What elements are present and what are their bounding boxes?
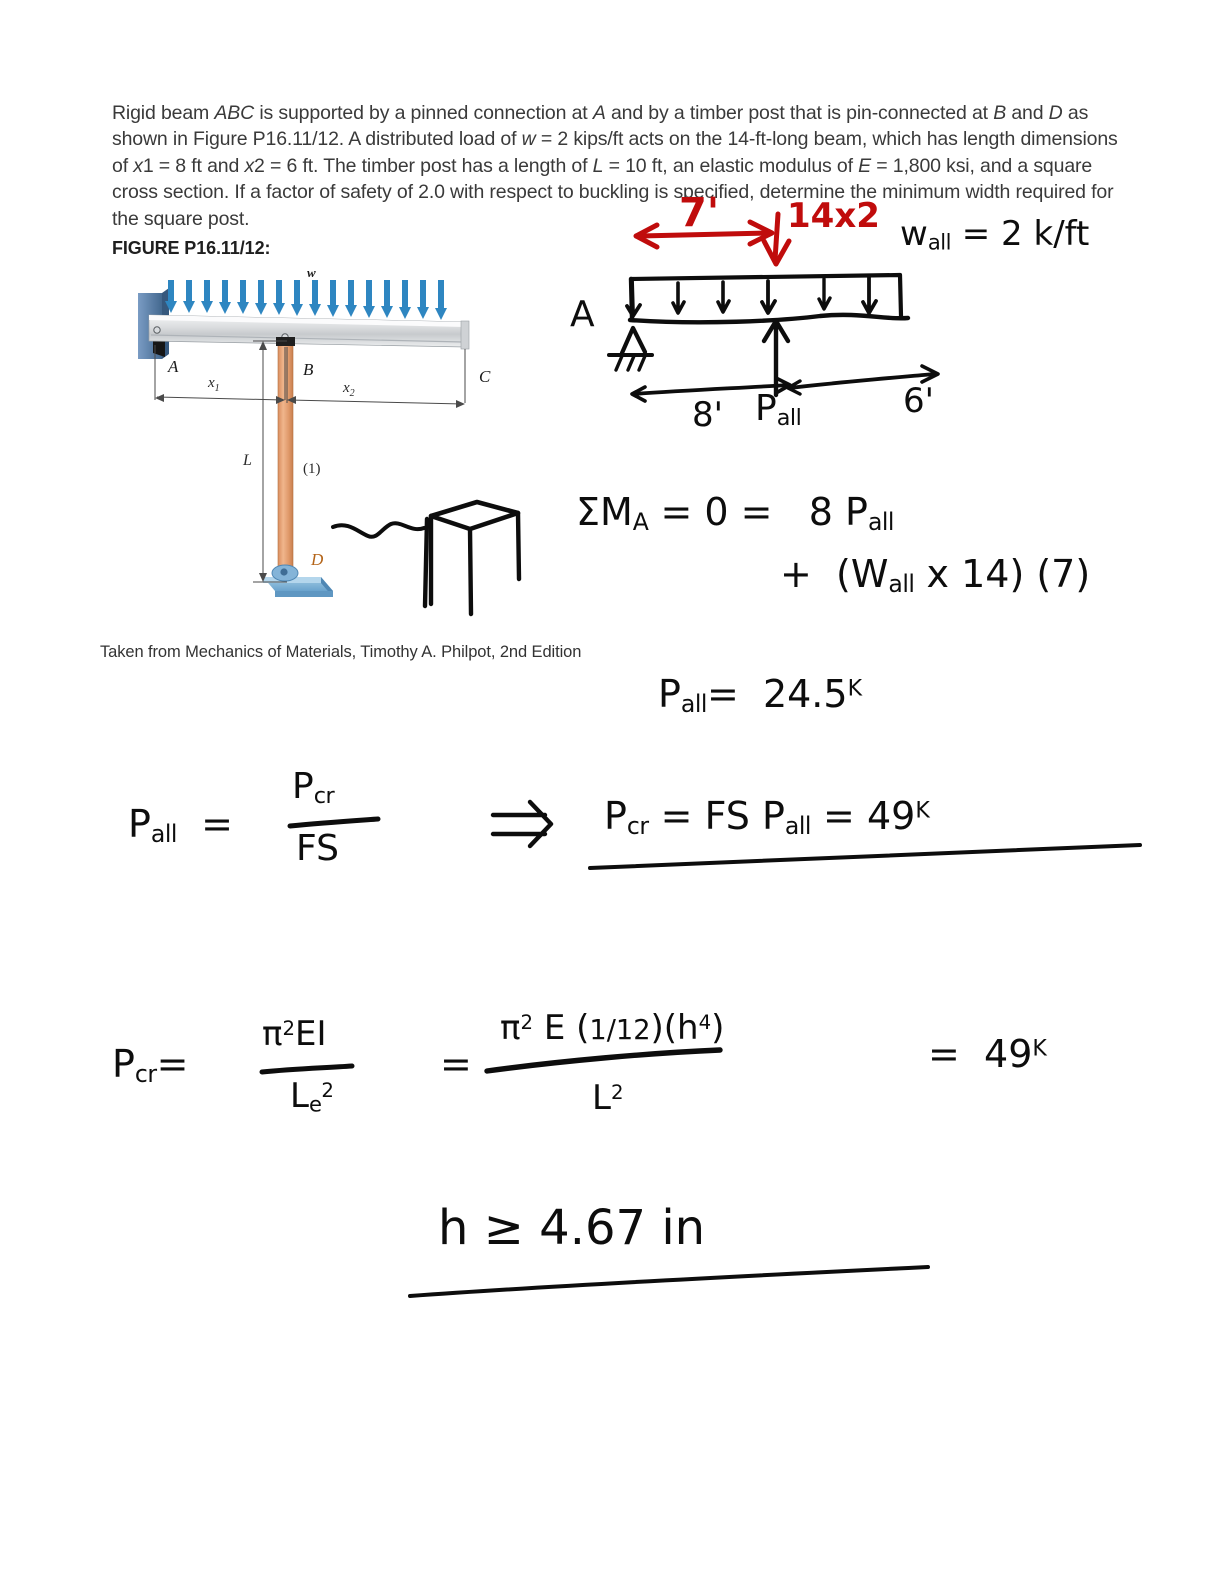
dimension-label-x1: $x_1$ xyxy=(208,375,220,394)
result-p-all-unit: K xyxy=(847,676,863,702)
euler-den1-exponent: 2 xyxy=(321,1078,334,1102)
result-p-all-equals: = xyxy=(706,672,739,716)
fbd-reaction-p-all xyxy=(755,388,801,431)
moment-eq-zero: = 0 = xyxy=(660,490,773,534)
base-support-d xyxy=(263,565,333,597)
moment-equation-line-2 xyxy=(780,552,1090,598)
euler-num2-E: E ( xyxy=(543,1008,590,1048)
euler-num1-rest: EI xyxy=(295,1014,327,1054)
euler-num2-close: ) xyxy=(711,1008,725,1048)
moment-term1-subscript: all xyxy=(867,508,894,537)
euler-label xyxy=(112,1042,188,1088)
euler-numerator-2: $\pi^2$ E $(1/12)(h^4)$ xyxy=(500,1008,725,1048)
final-answer xyxy=(438,1200,705,1256)
result-p-all-symbol: P xyxy=(658,672,681,716)
moment-term1: 8 P xyxy=(808,490,868,534)
pcr-expression-subscript: all xyxy=(784,812,811,841)
fbd-point-label-a: A xyxy=(570,294,595,335)
euler-den1-L: L xyxy=(290,1076,309,1116)
euler-denominator-1 xyxy=(290,1076,334,1117)
moment-term2-rest: x 14) (7) xyxy=(926,552,1091,596)
point-label-b: B xyxy=(303,360,314,379)
euler-equals-2: = xyxy=(440,1042,472,1086)
final-answer-unit: in xyxy=(661,1200,706,1256)
point-label-d: D xyxy=(311,550,324,569)
euler-pi-1: π xyxy=(262,1014,283,1054)
final-answer-variable: h xyxy=(438,1200,469,1256)
euler-frac-numerator: 1 xyxy=(589,1015,607,1046)
figure-attribution: Taken from Mechanics of Materials, Timothy A. Philpot, 2nd Edition xyxy=(100,643,582,661)
w-all-value: = 2 k/ft xyxy=(961,214,1090,254)
euler-pcr-symbol: P xyxy=(112,1042,135,1086)
pcr-value: 49 xyxy=(866,794,916,838)
rigid-beam xyxy=(149,315,469,349)
euler-result-value: 49 xyxy=(984,1032,1033,1076)
point-label-a: A xyxy=(168,357,179,376)
annotation-resultant-14x2: 14x2 xyxy=(787,196,880,236)
euler-equals-1: = xyxy=(156,1042,189,1086)
final-answer-operator: ≥ xyxy=(483,1200,524,1256)
euler-den2-exponent: 2 xyxy=(610,1080,624,1104)
pcr-equals-2: = xyxy=(823,794,855,838)
euler-frac-denominator: 12 xyxy=(615,1015,651,1046)
final-answer-value: 4.67 xyxy=(539,1200,647,1256)
euler-pi-1-exponent: 2 xyxy=(282,1016,296,1040)
euler-result-unit: K xyxy=(1032,1036,1047,1062)
pcr-subscript: cr xyxy=(626,812,649,841)
euler-pcr-subscript: cr xyxy=(134,1060,157,1089)
fs-left-equals: = xyxy=(201,802,233,846)
fs-fraction-numerator xyxy=(292,766,334,809)
moment-term2-subscript: all xyxy=(888,570,915,599)
fs-left-symbol: P xyxy=(128,802,151,846)
moment-plus: + xyxy=(780,552,812,596)
load-label-w: w xyxy=(307,265,316,280)
euler-den1-subscript: e xyxy=(308,1091,322,1117)
fs-num-symbol: P xyxy=(292,766,314,807)
euler-result xyxy=(928,1032,1047,1076)
p-all-subscript: all xyxy=(776,404,802,431)
fs-left-subscript: all xyxy=(150,820,177,849)
euler-pi-2-exponent: 2 xyxy=(520,1010,534,1034)
dimension-label-L: L xyxy=(243,452,252,469)
sigma-m-subscript: A xyxy=(632,508,649,537)
euler-num2-h: )(h xyxy=(650,1008,699,1048)
euler-numerator-1 xyxy=(262,1014,327,1054)
fbd-dim-6ft: 6' xyxy=(903,381,934,421)
euler-equals-3: = xyxy=(928,1032,960,1076)
dimension-x2 xyxy=(287,347,465,408)
pcr-equals-1: = xyxy=(660,794,693,838)
member-label-1: (1) xyxy=(303,461,321,477)
pcr-unit: K xyxy=(915,798,930,824)
result-p-all-subscript: all xyxy=(680,690,707,719)
euler-pi-2: π xyxy=(500,1008,521,1048)
point-label-c: C xyxy=(479,367,491,386)
pcr-expression: FS P xyxy=(704,794,785,838)
annotation-dim-7ft: 7' xyxy=(679,190,720,236)
pcr-symbol: P xyxy=(604,794,627,838)
euler-num2-h-exponent: 4 xyxy=(698,1010,712,1034)
dimension-label-x2: $x_2$ xyxy=(343,380,355,399)
fs-fraction-denominator: FS xyxy=(296,828,339,869)
figure-caption: FIGURE P16.11/12: xyxy=(112,238,271,258)
problem-statement: Rigid beam ABC is supported by a pinned connection at A and by a timber post that is pin-connected at B and D as shown in Figure P16.11/12. A distributed load of w = 2 kips/ft acts on the 14-ft-long beam, which has length dimensions of x1 = 8 ft and x2 = 6 ft. The timber post has a length of L = 10 ft, an elastic modulus of E = 1,800 ksi, and a square cross section. If a factor of safety of 2.0 with respect to buckling is specified, determine the minimum width required for the square post. xyxy=(112,102,1118,230)
euler-den2-L: L xyxy=(592,1078,611,1118)
pcr-relation xyxy=(604,794,930,840)
result-p-all-value: 24.5 xyxy=(762,672,848,716)
euler-denominator-2 xyxy=(592,1078,624,1118)
fs-num-subscript: cr xyxy=(313,782,335,809)
distributed-load-arrows xyxy=(165,280,447,320)
fs-relation-left xyxy=(128,802,233,848)
sigma-m-symbol: ΣM xyxy=(576,490,633,534)
w-all-subscript: all xyxy=(927,229,951,255)
moment-term2-open: (W xyxy=(836,552,889,596)
textbook-figure xyxy=(135,265,495,625)
p-all-symbol: P xyxy=(755,388,777,429)
w-all-symbol: w xyxy=(900,214,928,254)
fbd-dim-8ft: 8' xyxy=(692,395,723,435)
result-p-all xyxy=(658,672,862,718)
moment-equation-line-1 xyxy=(576,490,894,536)
